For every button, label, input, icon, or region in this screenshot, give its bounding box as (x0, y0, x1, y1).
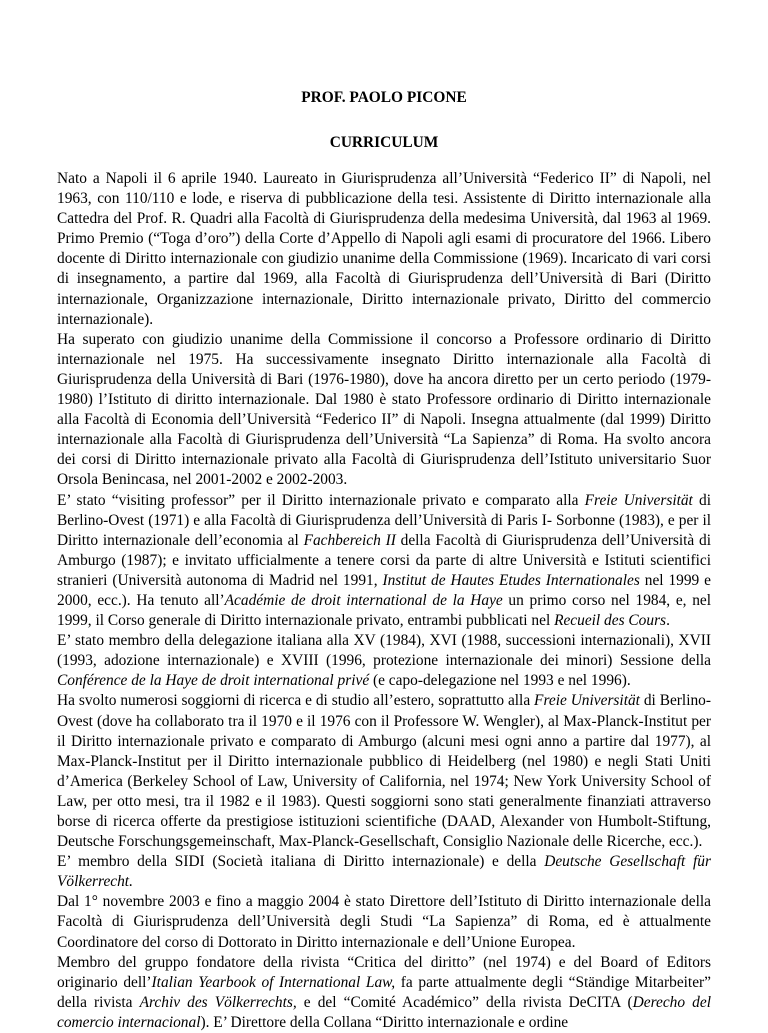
document-body (57, 169, 711, 1033)
italic-text: Freie Universität (584, 491, 693, 509)
paragraph-text: di Berlino-Ovest (1971) e alla Facoltà di Giurisprudenza dell’Università di Paris I- Sorbonne (1983), e per il Diritto internazionale dell’economia al (57, 491, 711, 549)
italic-text: Recueil des Cours (554, 612, 667, 630)
paragraph-text: Nato a Napoli il 6 aprile 1940. Laureato in Giurisprudenza all’Università “Federico II” di Napoli, nel 1963, con 110/110 e lode, e riserva di pubblicazione della tesi. Assistente di Diritto internazionale alla Cattedra del Prof. R. Quadri alla Facoltà di Giurisprudenza della medesima Università, dal 1963 al 1969. Primo Premio (“Toga d’oro”) della Corte d’Appello di Napoli agli esami di procuratore del 1966. Libero docente di Diritto internazionale con giudizio unanime della Commissione (1969). Incaricato di vari corsi di insegnamento, a partire dal 1969, alla Facoltà di Giurisprudenza dell’Università di Bari (Diritto internazionale, Organizzazione internazionale, Diritto internazionale privato, Diritto del commercio internazionale). (57, 170, 711, 328)
italic-text: Freie Universität (534, 692, 640, 710)
paragraph-text: Ha svolto numerosi soggiorni di ricerca e di studio all’estero, soprattutto alla (57, 692, 535, 710)
italic-text: Conférence de la Haye de droit international privé (57, 672, 370, 690)
italic-text: Deutsche Gesellschaft für Völkerrecht. (57, 853, 711, 891)
body-paragraph (57, 892, 711, 952)
body-paragraph (57, 691, 711, 852)
body-paragraph (57, 852, 711, 892)
paragraph-text: Ha superato con giudizio unanime della Commissione il concorso a Professore ordinario di Diritto internazionale nel 1975. Ha successivamente insegnato Diritto internazionale alla Facoltà di Giurisprudenza della Università di Bari (1976-1980), dove ha ancora diretto per un certo periodo (1979-1980) l’Istituto di diritto internazionale. Dal 1980 è stato Professore ordinario di Diritto internazionale alla Facoltà di Economia dell’Università “Federico II” di Napoli. Insegna attualmente (dal 1999) Diritto internazionale alla Facoltà di Giurisprudenza dell’Università “La Sapienza” di Roma. Ha svolto ancora dei corsi di Diritto internazionale privato alla Facoltà di Giurisprudenza dell’Istituto universitario Suor Orsola Benincasa, nel 2001-2002 e 2002-2003. (57, 330, 711, 489)
body-paragraph (57, 491, 711, 632)
document-title: PROF. PAOLO PICONE (301, 89, 467, 106)
paragraph-text: Dal 1° novembre 2003 e fino a maggio 2004 è stato Direttore dell’Istituto di Diritto internazionale della Facoltà di Giurisprudenza dell’Università degli Studi “La Sapienza” di Roma, ed è attualmente Coordinatore del corso di Dottorato in Diritto internazionale e dell’Unione Europea. (57, 893, 711, 951)
paragraph-text: Membro del gruppo fondatore della rivista “Critica del diritto” (nel 1974) e del Board of Editors originario dell’ (57, 953, 711, 991)
body-paragraph (57, 953, 711, 1033)
paragraph-text: E’ stato membro della delegazione italiana alla XV (1984), XVI (1988, successioni internazionali), XVII (1993, adozione internazionale) e XVIII (1996, protezione internazionale dei minori) Sessione della (57, 632, 711, 670)
italic-text: Académie de droit international de la Haye (224, 591, 503, 609)
paragraph-text: e del “Comité Académico” della rivista DeCITA ( (296, 993, 633, 1011)
italic-text: Archiv des Völkerrechts, (139, 993, 297, 1011)
body-paragraph (57, 169, 711, 330)
paragraph-text: di Berlino-Ovest (dove ha collaborato tra il 1970 e il 1976 con il Professore W. Wengler), al Max-Planck-Institut per il Diritto internazionale privato e comparato di Amburgo (alcuni mesi ogni anno a partire dal 1977), al Max-Planck-Institut per il Diritto internazionale pubblico di Heidelberg (nel 1980) e negli Stati Uniti d’America (Berkeley School of Law, University of California, nel 1974; New York University School of Law, per otto mesi, tra il 1982 e il 1983). Questi soggiorni sono stati generalmente finanziati attraverso borse di ricerca offerte da prestigiose istituzioni scientifiche (DAAD, Alexander von Humbolt-Stiftung, Deutsche Forschungsgemeinschaft, Max-Planck-Gesellschaft, Consiglio Nazionale delle Ricerche, ecc.). (57, 692, 711, 851)
paragraph-text: E’ stato “visiting professor” per il Diritto internazionale privato e comparato alla (57, 491, 585, 509)
paragraph-text: . (666, 612, 670, 630)
document-subtitle: CURRICULUM (329, 134, 439, 151)
italic-text: Institut de Hautes Etudes Internationales (382, 571, 640, 589)
paragraph-text: nel 1999 e 2000, ecc.). Ha tenuto all’ (57, 571, 711, 609)
paragraph-text: della Facoltà di Giurisprudenza dell’Università di Amburgo (1987); e invitato ufficialmente a tenere corsi da parte di altre Università e Istituti scientifici stranieri (Università autonoma di Madrid nel 1991, (57, 531, 711, 589)
italic-text: Fachbereich II (303, 531, 396, 549)
italic-text: Derecho del comercio internacional (57, 993, 711, 1031)
paragraph-text: (e capo-delegazione nel 1993 e nel 1996). (369, 672, 631, 690)
paragraph-text: ). E’ Direttore della Collana “Diritto internazionale e ordine (200, 1013, 569, 1031)
paragraph-text: fa parte attualmente degli “Ständige Mitarbeiter” della rivista (57, 973, 711, 1011)
italic-text: Italian Yearbook of International Law, (151, 973, 396, 991)
paragraph-text: un primo corso nel 1984, e, nel 1999, il Corso generale di Diritto internazionale privato, entrambi pubblicati nel (57, 591, 711, 630)
body-paragraph (57, 631, 711, 691)
body-paragraph (57, 330, 711, 491)
paragraph-text: E’ membro della SIDI (Società italiana di Diritto internazionale) e della (57, 853, 545, 871)
